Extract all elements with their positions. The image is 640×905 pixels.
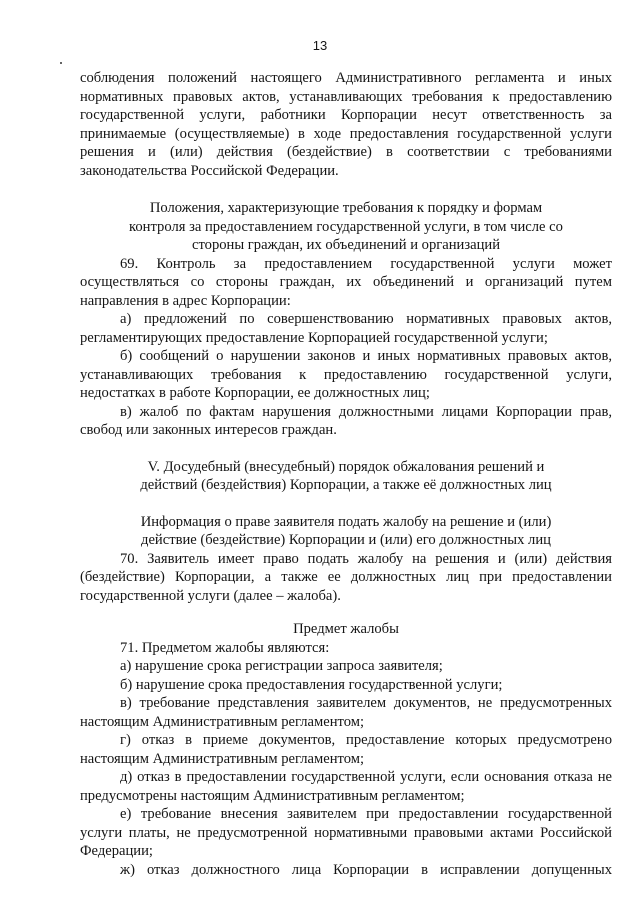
paragraph-71-v: в) требование представления заявителем документов, не предусмотренных настоящим Административным регламентом; xyxy=(80,695,612,730)
paragraph-71: 71. Предметом жалобы являются: xyxy=(120,639,330,656)
paragraph-71-b: б) нарушение срока предоставления государственной услуги; xyxy=(120,676,503,693)
heading-complaint-right: Информация о праве заявителя подать жалобу на решение и (или) действие (бездействие) Корпорации и (или) его должностных лиц xyxy=(140,513,552,548)
paragraph-71-d: д) отказ в предоставлении государственной услуги, если основания отказа не предусмотрены настоящим Административным регламентом; xyxy=(80,769,612,804)
scan-speck xyxy=(60,62,62,64)
page-number: 13 xyxy=(312,38,328,53)
paragraph-69: 69. Контроль за предоставлением государственной услуги может осуществляться со стороны граждан, их объединений и организаций путем направления в адрес Корпорации: xyxy=(80,255,612,309)
paragraph-71-g: г) отказ в приеме документов, предоставление которых предусмотрено настоящим Административным регламентом; xyxy=(80,732,612,767)
paragraph-intro: соблюдения положений настоящего Административного регламента и иных нормативных правовых актов, устанавливающих требования к предоставлению государственной услуги, работники Корпорации несут ответственность за принимаемые (осуществляемые) в ходе предоставления государственной услуги решения и (или) действия (бездействие) в соответствии с требованиями законодательства Российской Федерации. xyxy=(80,70,612,179)
paragraph-70: 70. Заявитель имеет право подать жалобу на решения и (или) действия (бездействие) Корпорации, а также ее должностных лиц при предоставлении государственной услуги (далее – жалоба). xyxy=(80,550,612,604)
document-body xyxy=(80,69,612,879)
paragraph-69-v: в) жалоб по фактам нарушения должностными лицами Корпорации прав, свобод или законных интересов граждан. xyxy=(80,403,612,438)
paragraph-71-a: а) нарушение срока регистрации запроса заявителя; xyxy=(120,658,443,674)
paragraph-71-zh: ж) отказ должностного лица Корпорации в исправлении допущенных xyxy=(120,861,612,878)
paragraph-71-e: е) требование внесения заявителем при предоставлении государственной услуги платы, не предусмотренной нормативными правовыми актами Российской Федерации; xyxy=(80,806,612,859)
paragraph-69-b: б) сообщений о нарушении законов и иных нормативных правовых актов, устанавливающих требования к предоставлению государственной услуги, недостатках в работе Корпорации, ее должностных лиц; xyxy=(80,348,612,401)
section-v-heading: V. Досудебный (внесудебный) порядок обжалования решений и действий (бездействия) Корпорации, а также её должностных лиц xyxy=(140,458,552,493)
heading-control: Положения, характеризующие требования к порядку и формам контроля за предоставлением государственной услуги, в том числе со стороны граждан, их объединений и организаций xyxy=(129,200,563,253)
heading-complaint-subject: Предмет жалобы xyxy=(293,621,399,637)
paragraph-69-a: а) предложений по совершенствованию нормативных правовых актов, регламентирующих предоставление Корпорацией государственной услуги; xyxy=(80,311,612,346)
